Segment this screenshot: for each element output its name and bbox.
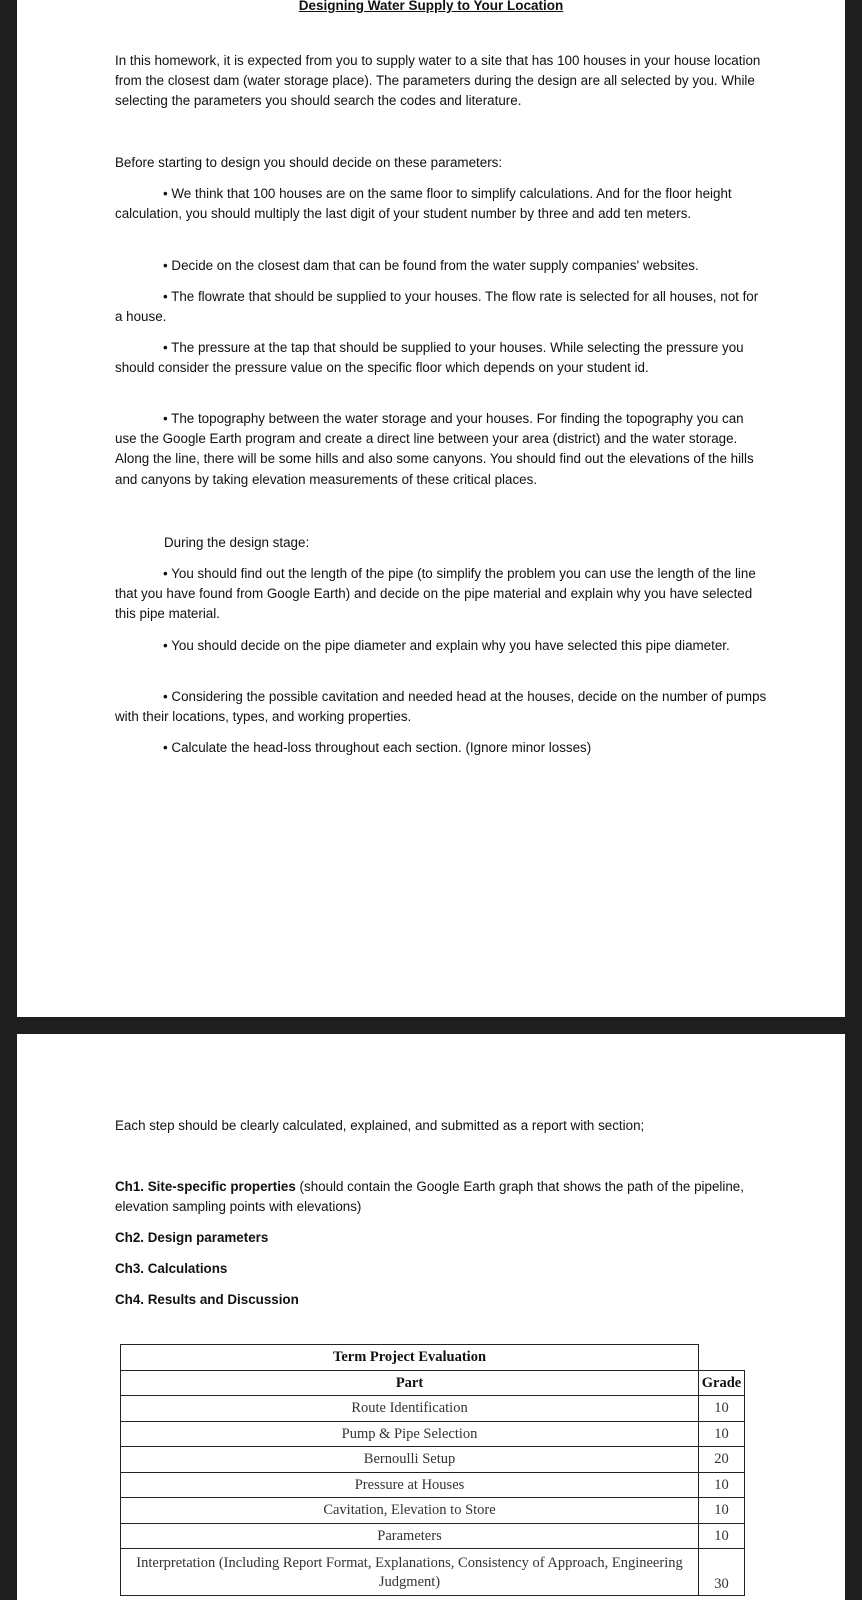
- row-grade: 10: [699, 1472, 745, 1498]
- table-header-row: [121, 1370, 745, 1396]
- table-title-blank: [699, 1345, 745, 1371]
- before-bullet-dam: • Decide on the closest dam that can be found from the water supply companies' websites.: [163, 258, 699, 273]
- row-grade: 10: [699, 1396, 745, 1422]
- design-bullet-head-loss: • Calculate the head-loss throughout each section. (Ignore minor losses): [163, 740, 592, 755]
- table-title-row: [121, 1345, 745, 1371]
- document-title: Designing Water Supply to Your Location: [298, 0, 564, 13]
- design-bullet-pumps: • Considering the possible cavitation and needed head at the houses, decide on the number of pumps with their locations, types, and working properties.: [115, 689, 767, 725]
- design-heading: During the design stage:: [164, 535, 310, 550]
- table-row: [121, 1396, 745, 1422]
- row-part: Interpretation (Including Report Format, Explanations, Consistency of Approach, Engineering Judgment): [121, 1549, 699, 1596]
- table-row: [121, 1498, 745, 1524]
- chapter-2: Ch2. Design parameters: [115, 1230, 269, 1245]
- chapter-1: [115, 1177, 767, 1217]
- column-header-grade: Grade: [699, 1370, 745, 1396]
- chapter-1-label: Ch1. Site-specific properties: [115, 1179, 296, 1194]
- before-bullet-floor-height: • We think that 100 houses are on the same floor to simplify calculations. And for the floor height calculation, you should multiply the last digit of your student number by three and add ten meters.: [115, 186, 732, 222]
- before-heading: Before starting to design you should decide on these parameters:: [115, 155, 503, 170]
- evaluation-table: [120, 1344, 745, 1596]
- design-bullet-pipe-length: • You should find out the length of the pipe (to simplify the problem you can use the length of the line that you have found from Google Earth) and decide on the pipe material and explain why you have selected this pipe material.: [115, 566, 756, 622]
- row-grade: 10: [699, 1523, 745, 1549]
- row-part: Route Identification: [121, 1396, 699, 1422]
- before-bullet-topography: • The topography between the water storage and your houses. For finding the topography you can use the Google Earth program and create a direct line between your area (district) and the water storage. Along the line, there will be some hills and also some canyons. You should find out the elevations of the hills and canyons by taking elevation measurements of these critical places.: [115, 411, 754, 487]
- chapter-1-detail: (should contain the Google Earth graph that shows the path of the pipeline, elevation sampling points with elevations): [115, 1179, 744, 1215]
- table-row: [121, 1421, 745, 1447]
- row-part: Cavitation, Elevation to Store: [121, 1498, 699, 1524]
- document-page-2: [17, 1034, 845, 1600]
- before-bullet-pressure: • The pressure at the tap that should be supplied to your houses. While selecting the pressure you should consider the pressure value on the specific floor which depends on your student id.: [115, 340, 744, 376]
- row-part: Parameters: [121, 1523, 699, 1549]
- table-row: [121, 1472, 745, 1498]
- row-part: Bernoulli Setup: [121, 1447, 699, 1473]
- document-page-1: [17, 0, 845, 1017]
- design-bullet-pipe-diameter: • You should decide on the pipe diameter and explain why you have selected this pipe diameter.: [163, 638, 730, 653]
- report-intro: Each step should be clearly calculated, explained, and submitted as a report with section;: [115, 1118, 645, 1133]
- before-bullet-flowrate: • The flowrate that should be supplied to your houses. The flow rate is selected for all houses, not for a house.: [115, 289, 759, 325]
- intro-paragraph: In this homework, it is expected from you to supply water to a site that has 100 houses in your house location from the closest dam (water storage place). The parameters during the design are all selected by you. While selecting the parameters you should search the codes and literature.: [115, 53, 761, 109]
- table-row: [121, 1549, 745, 1596]
- row-part: Pressure at Houses: [121, 1472, 699, 1498]
- chapter-4: Ch4. Results and Discussion: [115, 1292, 299, 1307]
- table-title: Term Project Evaluation: [121, 1345, 699, 1371]
- table-row: [121, 1523, 745, 1549]
- row-grade: 10: [699, 1498, 745, 1524]
- row-grade: 20: [699, 1447, 745, 1473]
- row-grade: 10: [699, 1421, 745, 1447]
- chapter-3: Ch3. Calculations: [115, 1261, 228, 1276]
- row-grade: 30: [699, 1549, 745, 1596]
- table-row: [121, 1447, 745, 1473]
- column-header-part: Part: [121, 1370, 699, 1396]
- row-part: Pump & Pipe Selection: [121, 1421, 699, 1447]
